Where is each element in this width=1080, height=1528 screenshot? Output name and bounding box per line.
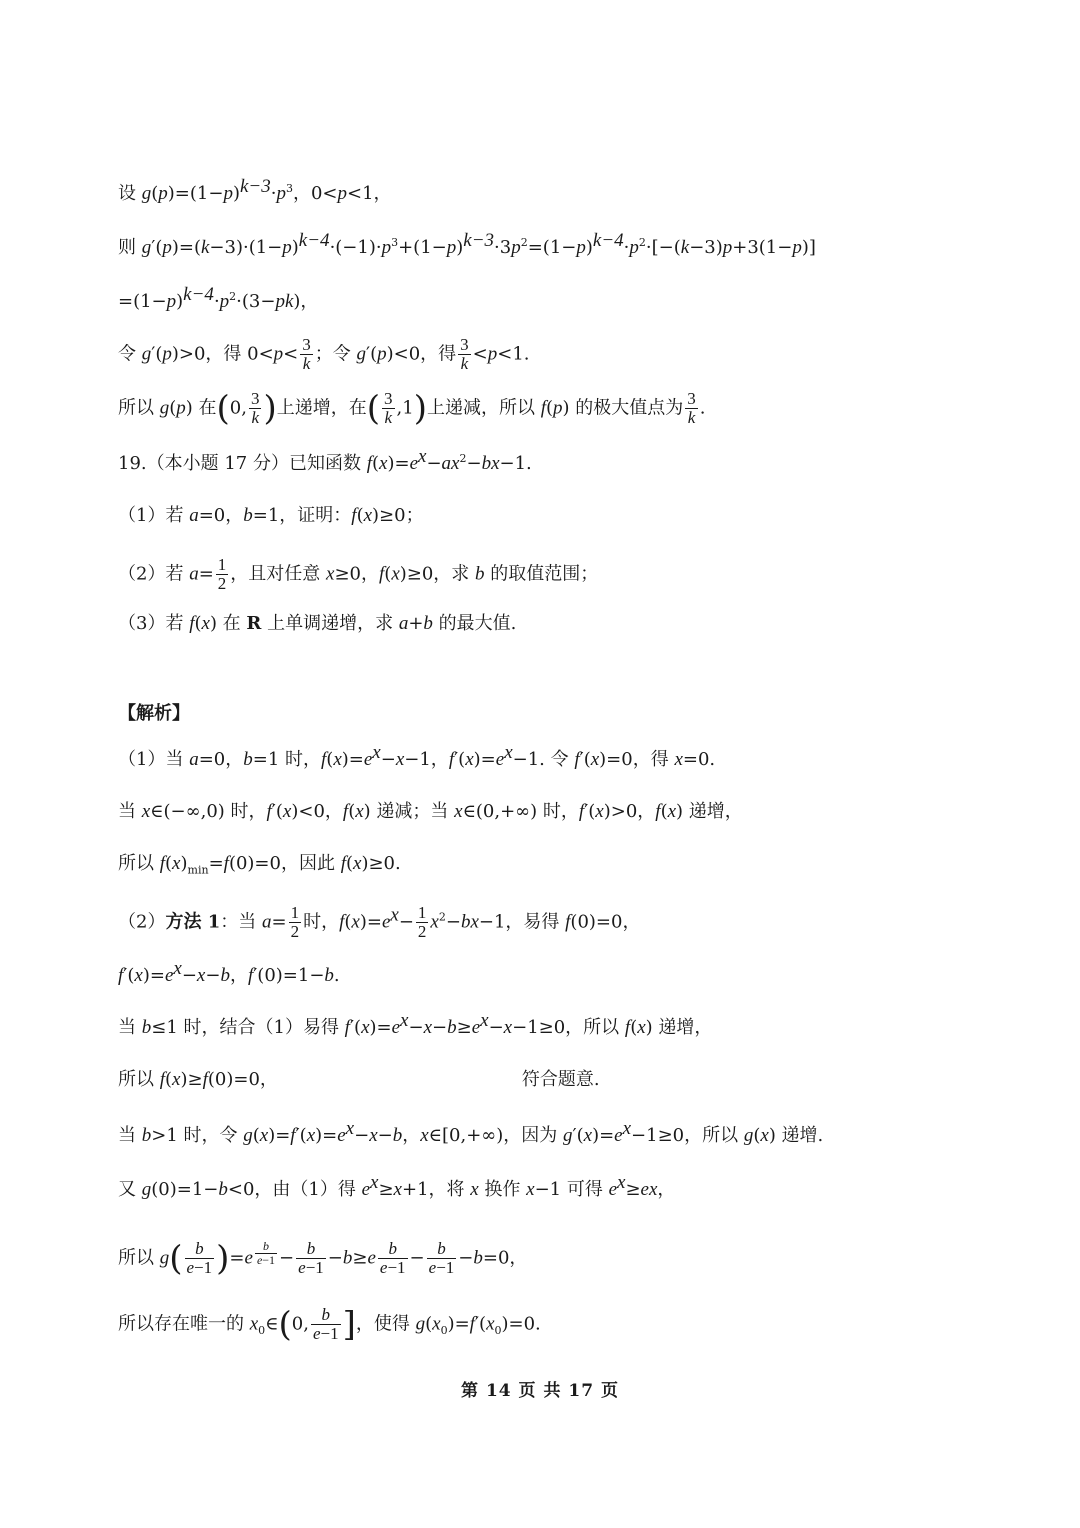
text-line: 又 g(0)=1−b<0，由（1）得 $e^x\ge x+1$，将 x 换作 x−1 可得 $e^x\ge ex$， — [118, 1172, 676, 1200]
text-line: 令 g′(p)>0，得 0<p< $\frac{3}{k}$ ；令 g′(p)<0，得 $\frac{3}{k}$ <p<1. — [118, 335, 530, 373]
text-line: 当 b≤1 时，结合（1）易得 $f'(x)=e^x-x-b\ge e^x-x-1\ge 0$，所以 f(x) 递增， — [118, 1010, 713, 1038]
problem-19-title: 19.（本小题 17 分）已知函数 $f(x)=e^x-ax^2-bx-1$. — [118, 446, 532, 474]
analysis-heading: 【解析】 — [118, 703, 190, 724]
text-line: 所以 g(p) 在(0, $\frac{3}{k}$ )上递增，在( $\frac{3}{k}$ ,1)上递减，所以 f(p) 的极大值点为 $\frac{3}{k}$ . — [118, 388, 706, 429]
text-line: 所以 g( $\frac{b}{e-1}$ )=e $^{\frac{b}{e-1}}$ − $\frac{b}{e-1}$ −b≥e $\frac{b}{e-1}$ − $\frac{b}{e-1}$ −b=0， — [118, 1238, 528, 1279]
text-line: $=(1-p)^{k-4}\cdot p^2\cdot(3-pk)$， — [118, 284, 319, 312]
text-line: 所以存在唯一的 $x_0\in(0$, $\frac{b}{e-1}$ ]，使得 $g(x_0)=f'(x_0)=0$. — [118, 1304, 541, 1345]
text-line: 当 x∈(−∞,0) 时，f′(x)<0，f(x) 递减；当 x∈(0,+∞) 时，f′(x)>0，f(x) 递增， — [118, 801, 743, 822]
text-line: $f'(x)=e^x-x-b$，f′(0)=1−b. — [118, 958, 340, 986]
text-line: 设 $g(p)=(1-p)^{k-3}\cdot p^3$，0<p<1， — [118, 176, 392, 204]
problem-part-1: （1）若 a=0，b=1，证明：f(x)≥0； — [118, 505, 424, 526]
text-line: （2）方法 1：当 a= $\frac{1}{2}$ 时，$f(x)=e^x-$ $\frac{1}{2}$ $x^2-bx-1$，易得 f(0)=0， — [118, 903, 641, 941]
text-line: 则 $g'(p)=(k-3)\cdot(1-p)^{k-4}\cdot(-1)\cdot p^3+(1-p)^{k-3}\cdot 3p^2=(1-p)^{k-4}\cdot p^2\cdot[-(k-3)p+3(1-p)]$ — [118, 230, 816, 258]
text-line: 当 b>1 时，令 $g(x)=f'(x)=e^x-x-b$，x∈[0,+∞)，因为 $g'(x)=e^x-1\ge 0$，所以 g(x) 递增. — [118, 1118, 824, 1146]
text-line: 所以 f(x)≥f(0)=0， 符合题意. — [118, 1069, 600, 1090]
text-line: 所以 $f(x)_{min}=f(0)=0$，因此 f(x)≥0. — [118, 853, 401, 877]
problem-part-3: （3）若 f(x) 在 R 上单调递增，求 a+b 的最大值. — [118, 613, 517, 634]
text-line: （1）当 a=0，b=1 时，$f(x)=e^x-x-1$，$f'(x)=e^x-1$. 令 f′(x)=0，得 x=0. — [118, 742, 716, 770]
problem-part-2: （2）若 a= $\frac{1}{2}$ ，且对任意 x≥0，f(x)≥0，求 b 的取值范围； — [118, 555, 599, 593]
page-footer: 第 14 页 共 17 页 — [461, 1381, 619, 1401]
